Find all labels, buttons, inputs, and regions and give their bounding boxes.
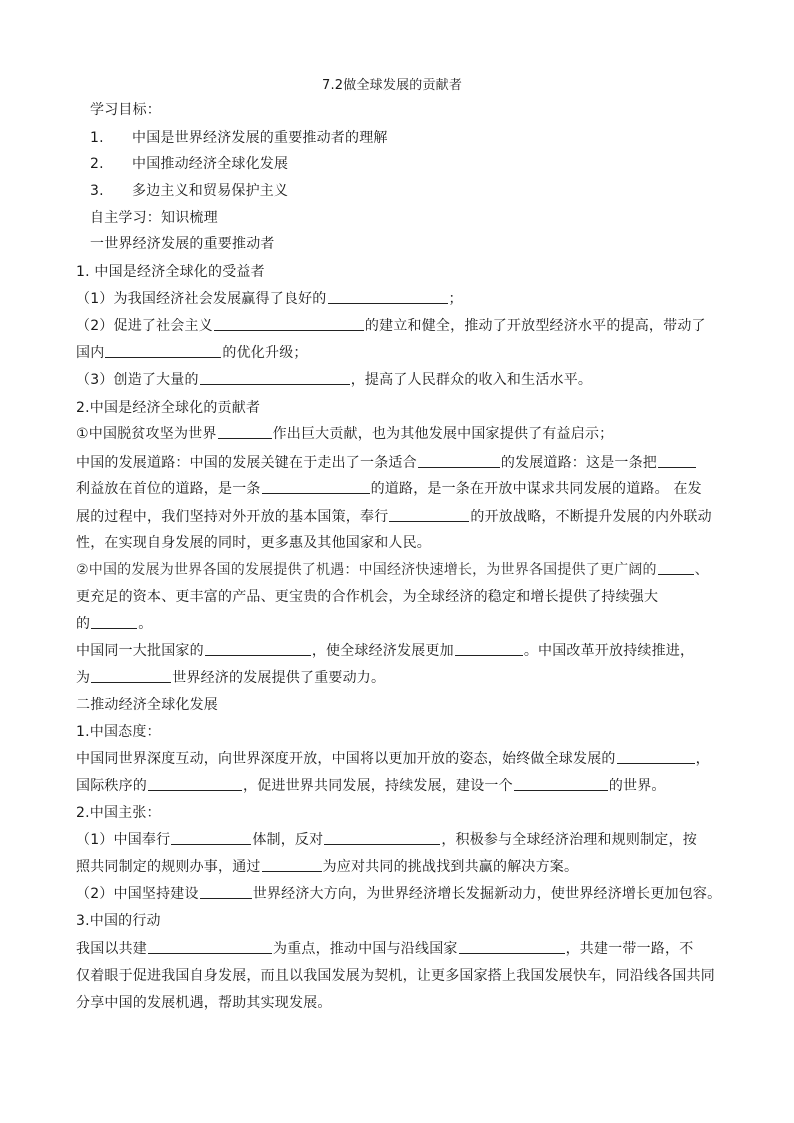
part2-section1-heading: 1.中国态度： — [76, 724, 161, 740]
text-span: ①中国脱贫攻坚为世界 — [76, 426, 217, 442]
blank[interactable] — [514, 776, 608, 791]
text-span: 的世界。 — [608, 778, 666, 794]
blank[interactable] — [200, 370, 350, 385]
text-span: （3）创造了大量的 — [76, 372, 199, 388]
fill-line — [76, 424, 613, 444]
text-span: 中国的发展道路：中国的发展关键在于走出了一条适合 — [76, 455, 417, 471]
blank[interactable] — [148, 776, 242, 791]
blank[interactable] — [148, 939, 272, 954]
blank[interactable] — [418, 453, 500, 468]
text-span: ，使全球经济发展更加 — [311, 643, 454, 659]
fill-line — [76, 560, 709, 580]
text-span: 的建立和健全，推动了开放型经济水平的提高，带动了 — [364, 318, 706, 334]
text-span: 为重点，推动中国与沿线国家 — [273, 941, 458, 957]
text-span: （1）为我国经济社会发展赢得了良好的 — [76, 291, 327, 307]
text-span: 体制，反对 — [252, 832, 324, 848]
fill-line — [76, 453, 697, 473]
part2-heading: 二推动经济全球化发展 — [76, 697, 218, 713]
text-span: 为 — [76, 670, 91, 686]
text-span: 。 — [138, 616, 153, 632]
fill-line — [76, 289, 463, 309]
text-span: 、 — [694, 562, 709, 578]
text-span: 世界经济的发展提供了重要动力。 — [172, 670, 386, 686]
blank[interactable] — [262, 857, 322, 872]
part1-heading: 一世界经济发展的重要推动者 — [90, 236, 275, 252]
page-title: 7.2做全球发展的贡献者 — [322, 78, 463, 93]
blank[interactable] — [200, 884, 252, 899]
fill-line — [76, 857, 578, 877]
fill-line — [76, 479, 702, 499]
text-span: 的道路，是一条在开放中谋求共同发展的道路。 在发 — [370, 481, 702, 497]
text-span: 作出巨大贡献，也为其他发展中国家提供了有益启示； — [272, 426, 614, 442]
blank[interactable] — [324, 830, 440, 845]
text-span: ，促进世界共同发展，持续发展，建设一个 — [243, 778, 513, 794]
text-line: 性，在实现自身发展的同时，更多惠及其他国家和人民。 — [76, 535, 431, 551]
text-span: 。中国改革开放持续推进， — [523, 643, 695, 659]
text-span: 利益放在首位的道路，是一条 — [76, 481, 261, 497]
text-span: 国内 — [76, 345, 105, 361]
part2-section2-heading: 2.中国主张： — [76, 805, 161, 821]
blank[interactable] — [617, 749, 695, 764]
objective-text: 中国是世界经济发展的重要推动者的理解 — [132, 130, 388, 146]
blank[interactable] — [658, 560, 694, 575]
blank[interactable] — [218, 424, 272, 439]
text-span: 为应对共同的挑战找到共赢的解决方案。 — [322, 859, 579, 875]
text-span: ， — [695, 751, 710, 767]
objective-number: 3. — [90, 183, 104, 199]
text-span: 中国同一大批国家的 — [76, 643, 204, 659]
text-span: ，提高了人民群众的收入和生活水平。 — [350, 372, 593, 388]
text-span: 我国以共建 — [76, 941, 147, 957]
objective-number: 2. — [90, 156, 104, 172]
blank[interactable] — [658, 453, 696, 468]
fill-line — [76, 776, 666, 796]
text-span: ，共建一带一路，不 — [565, 941, 694, 957]
objective-item-1 — [90, 128, 388, 148]
objectives-heading: 学习目标： — [90, 102, 161, 118]
fill-line — [76, 343, 308, 363]
fill-line — [76, 370, 592, 390]
text-line: 更充足的资本、更丰富的产品、更宝贵的合作机会，为全球经济的稳定和增长提供了持续强大 — [76, 589, 659, 605]
objective-number: 1. — [90, 130, 104, 146]
text-span: ； — [448, 291, 463, 307]
text-span: 展的过程中，我们坚持对外开放的基本国策，奉行 — [76, 509, 389, 525]
fill-line — [76, 316, 706, 336]
text-span: 世界经济大方向，为世界经济增长发掘新动力，使世界经济增长更加包容。 — [252, 886, 722, 902]
text-span: ②中国的发展为世界各国的发展提供了机遇：中国经济快速增长，为世界各国提供了更广阔的 — [76, 562, 657, 578]
text-line: 仅着眼于促进我国自身发展，而且以我国发展为契机，让更多国家搭上我国发展快车，同沿线各国共同 — [76, 968, 715, 984]
text-span: ，积极参与全球经济治理和规则制定，按 — [441, 832, 697, 848]
blank[interactable] — [262, 479, 370, 494]
fill-line — [76, 507, 712, 527]
blank[interactable] — [105, 343, 221, 358]
objective-item-2 — [90, 154, 288, 174]
fill-line — [76, 939, 693, 959]
text-span: （2）促进了社会主义 — [76, 318, 213, 334]
text-span: 的发展道路：这是一条把 — [500, 455, 658, 471]
fill-line — [76, 884, 721, 904]
objective-text: 多边主义和贸易保护主义 — [132, 183, 289, 199]
fill-line — [76, 830, 697, 850]
part1-section2-heading: 2.中国是经济全球化的贡献者 — [76, 400, 261, 416]
text-span: 中国同世界深度互动，向世界深度开放，中国将以更加开放的姿态，始终做全球发展的 — [76, 751, 616, 767]
fill-line — [76, 749, 710, 769]
text-span: 国际秩序的 — [76, 778, 147, 794]
blank[interactable] — [91, 614, 137, 629]
blank[interactable] — [214, 316, 364, 331]
part1-section1-heading: 1. 中国是经济全球化的受益者 — [76, 264, 265, 280]
text-span: （2）中国坚持建设 — [76, 886, 199, 902]
text-span: 的 — [76, 616, 91, 632]
blank[interactable] — [459, 939, 565, 954]
text-span: 的开放战略，不断提升发展的内外联动 — [470, 509, 712, 525]
text-line: 分享中国的发展机遇，帮助其实现发展。 — [76, 995, 332, 1011]
fill-line — [76, 614, 152, 634]
text-span: 照共同制定的规则办事，通过 — [76, 859, 261, 875]
blank[interactable] — [389, 507, 469, 522]
objective-item-3 — [90, 181, 288, 201]
blank[interactable] — [455, 641, 523, 656]
blank[interactable] — [328, 289, 448, 304]
self-study-heading: 自主学习：知识梳理 — [90, 210, 218, 226]
text-span: （1）中国奉行 — [76, 832, 171, 848]
fill-line — [76, 668, 385, 688]
blank[interactable] — [91, 668, 171, 683]
fill-line — [76, 641, 694, 661]
blank[interactable] — [205, 641, 311, 656]
part2-section3-heading: 3.中国的行动 — [76, 913, 161, 929]
blank[interactable] — [171, 830, 251, 845]
text-span: 的优化升级； — [222, 345, 308, 361]
objective-text: 中国推动经济全球化发展 — [132, 156, 289, 172]
